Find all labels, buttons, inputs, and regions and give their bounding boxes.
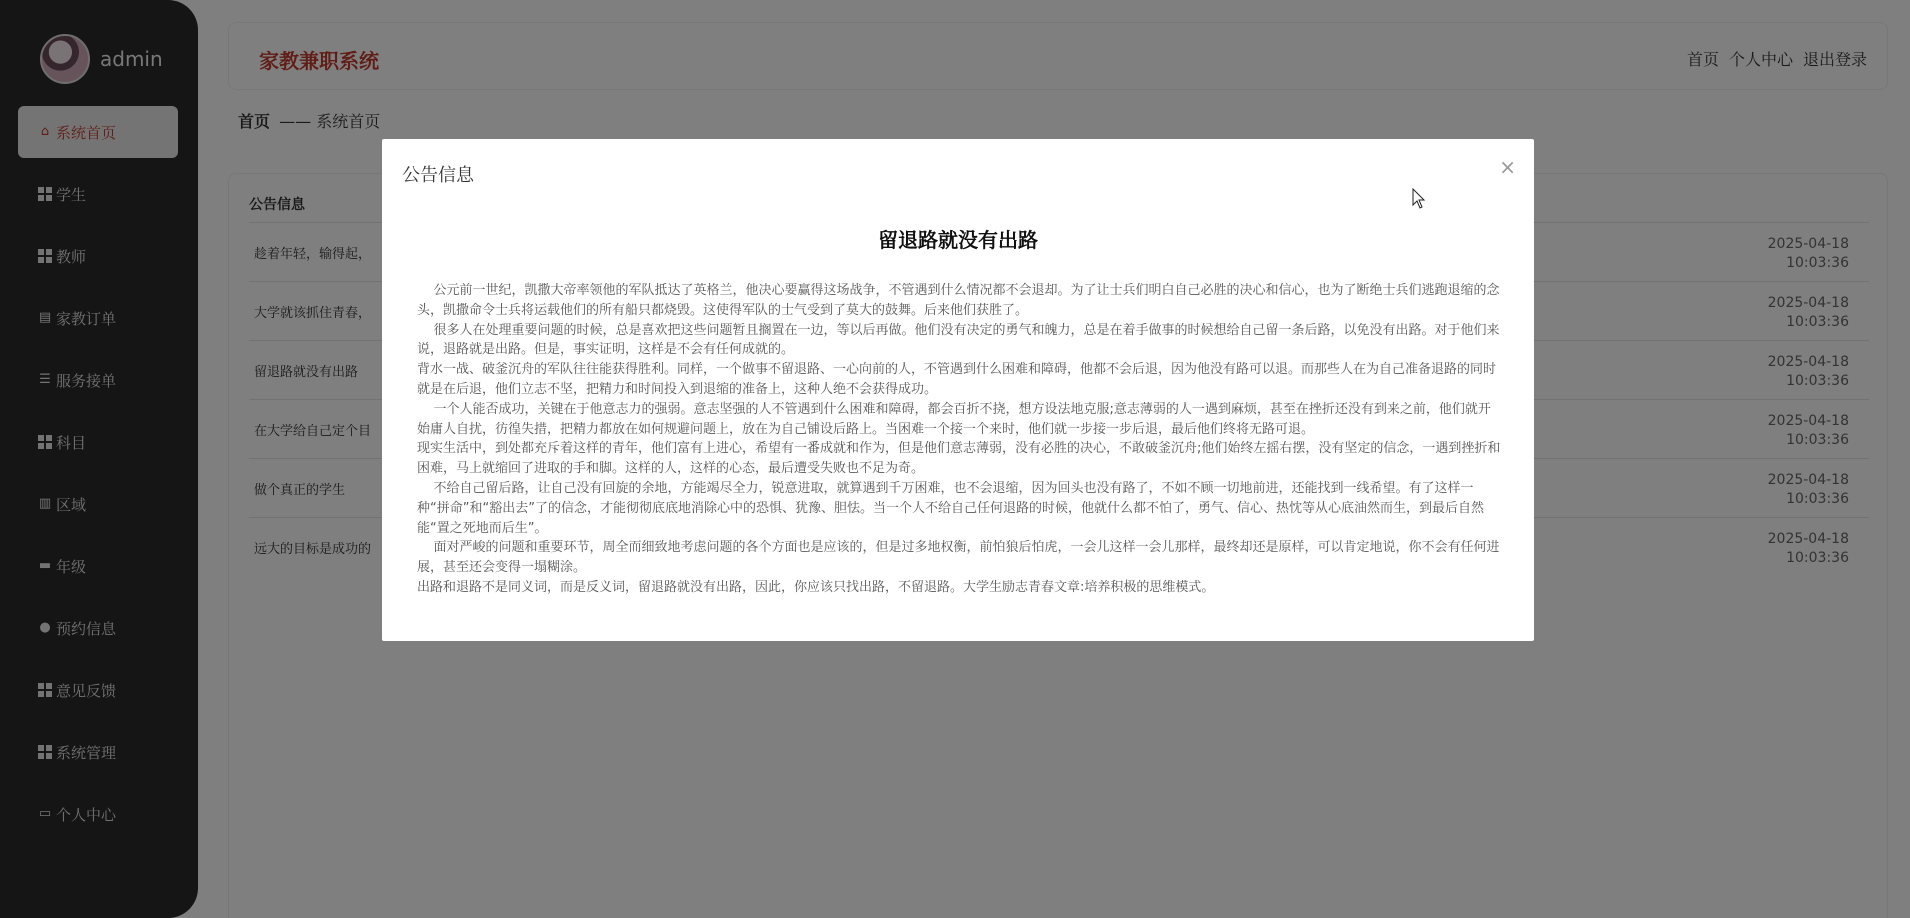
close-icon[interactable]: ×	[1499, 155, 1516, 179]
article-paragraph: 面对严峻的问题和重要环节，周全而细致地考虑问题的各个方面也是应该的，但是过多地权衡，前怕狼后怕虎，一会儿这样一会儿那样，最终却还是原样，可以肯定地说，你不会有任何进展，甚至还会变得一塌糊涂。	[417, 540, 1500, 576]
article-paragraph: 背水一战、破釜沉舟的军队往往能获得胜利。同样，一个做事不留退路、一心向前的人，不管遇到什么困难和障碍，他都不会后退，因为他没有路可以退。而那些人在为自己准备退路的同时就是在后退，他们立志不坚，把精力和时间投入到退缩的准备上，这种人绝不会获得成功。	[417, 362, 1497, 397]
article-paragraph: 很多人在处理重要问题的时候，总是喜欢把这些问题暂且搁置在一边，等以后再做。他们没有决定的勇气和魄力，总是在着手做事的时候想给自己留一条后路，以免没有出路。对于他们来说，退路就是出路。但是，事实证明，这样是不会有任何成就的。	[417, 322, 1500, 358]
article-paragraph: 一个人能否成功，关键在于他意志力的强弱。意志坚强的人不管遇到什么困难和障碍，都会百折不挠，想方设法地克服;意志薄弱的人一遇到麻烦，甚至在挫折还没有到来之前，他们就开始庸人自扰，彷徨失措，把精力都放在如何规避问题上，放在为自己铺设后路上。当困难一个接一个来时，他们就一步接一步后退，最后他们终将无路可退。	[417, 401, 1491, 437]
article-body	[417, 281, 1502, 598]
article-paragraph: 不给自己留后路，让自己没有回旋的余地，方能竭尽全力，锐意进取，就算遇到千万困难，也不会退缩，因为回头也没有路了，不如不顾一切地前进，还能找到一线希望。有了这样一种“拼命”和“豁出去”了的信念，才能彻彻底底地消除心中的恐惧、犹豫、胆怯。当一个人不给自己任何退路的时候，他就什么都不怕了，勇气、信心、热忱等从心底油然而生，到最后自然能“置之死地而后生”。	[417, 480, 1484, 536]
modal-title: 公告信息	[402, 165, 474, 186]
article-paragraph: 公元前一世纪，凯撒大帝率领他的军队抵达了英格兰，他决心要赢得这场战争，不管遇到什么情况都不会退却。为了让士兵们明白自己必胜的决心和信心，也为了断绝士兵们逃跑退缩的念头，凯撒命令士兵将运载他们的所有船只都烧毁。这使得军队的士气受到了莫大的鼓舞。后来他们获胜了。	[417, 283, 1500, 318]
article-title: 留退路就没有出路	[878, 228, 1038, 252]
article-paragraph: 现实生活中，到处都充斥着这样的青年，他们富有上进心，希望有一番成就和作为，但是他们意志薄弱，没有必胜的决心，不敢破釜沉舟;他们始终左摇右摆，没有坚定的信念，一遇到挫折和困难，马上就缩回了进取的手和脚。这样的人，这样的心态，最后遭受失败也不足为奇。	[417, 441, 1501, 477]
mouse-cursor-icon	[1412, 188, 1426, 210]
article-paragraph: 出路和退路不是同义词，而是反义词，留退路就没有出路，因此，你应该只找出路，不留退路。大学生励志青春文章:培养积极的思维模式。	[417, 579, 1215, 595]
notice-modal	[382, 139, 1534, 641]
